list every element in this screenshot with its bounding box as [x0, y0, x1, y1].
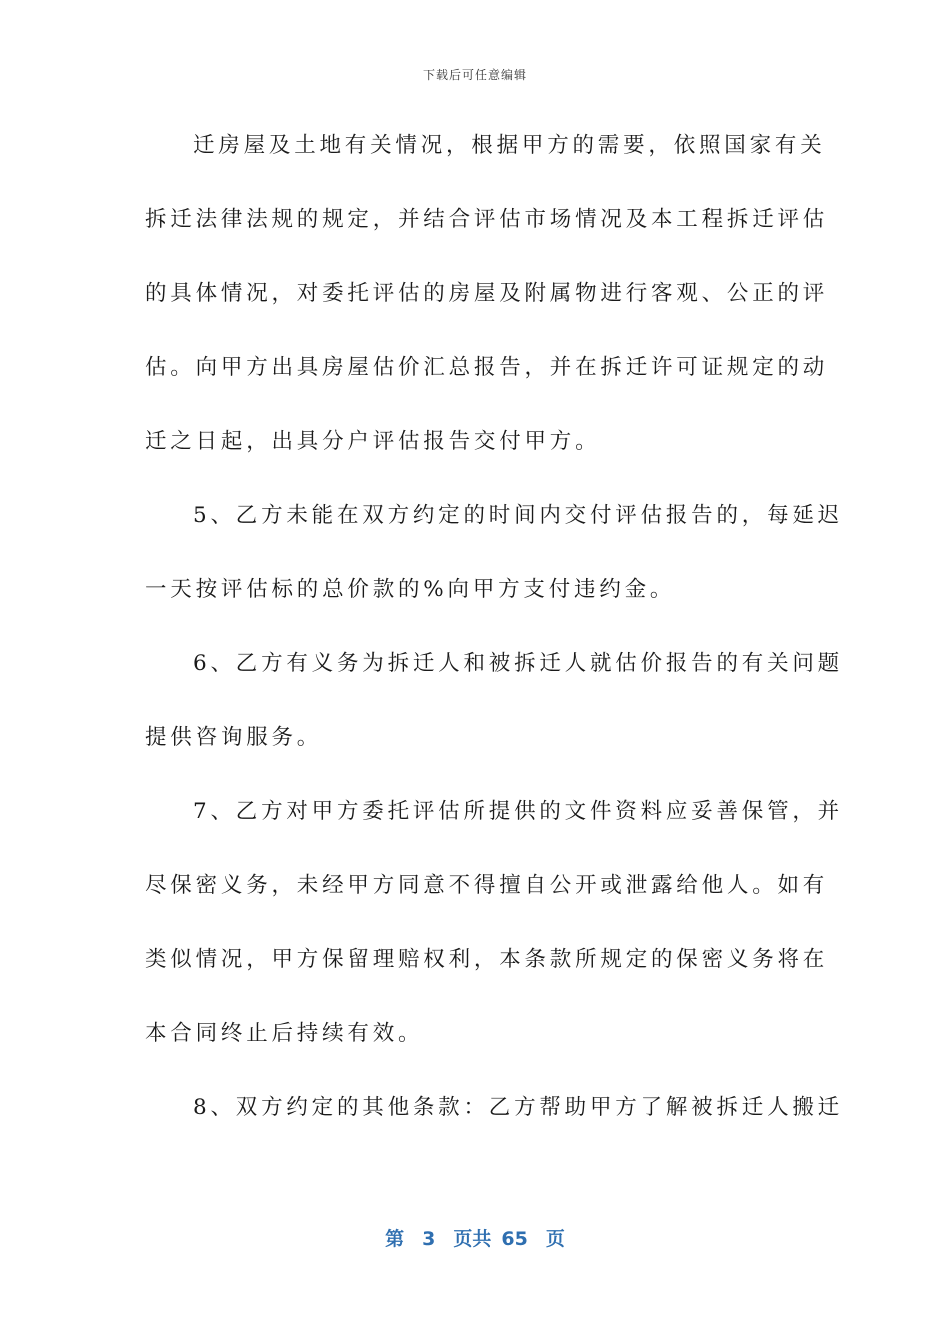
clause-7-start: 7、乙方对甲方委托评估所提供的文件资料应妥善保管，并 — [193, 799, 843, 824]
page-header: 下载后可任意编辑 — [422, 68, 527, 82]
footer-prefix: 第 — [385, 1228, 405, 1250]
page-footer — [0, 1224, 950, 1251]
text-line: 估。向甲方出具房屋估价汇总报告，并在拆迁许可证规定的动 — [145, 355, 829, 380]
text-line: 迁房屋及土地有关情况，根据甲方的需要，依照国家有关 — [193, 133, 826, 158]
clause-8-start: 8、双方约定的其他条款：乙方帮助甲方了解被拆迁人搬迁 — [193, 1095, 843, 1120]
text-line: 类似情况，甲方保留理赔权利，本条款所规定的保密义务将在 — [145, 947, 829, 972]
text-line: 拆迁法律法规的规定，并结合评估市场情况及本工程拆迁评估 — [145, 207, 829, 232]
footer-suffix: 页 — [545, 1228, 565, 1250]
clause-5-start: 5、乙方未能在双方约定的时间内交付评估报告的，每延迟 — [193, 503, 843, 528]
text-line: 提供咨询服务。 — [145, 725, 323, 750]
text-line: 尽保密义务，未经甲方同意不得擅自公开或泄露给他人。如有 — [145, 873, 829, 898]
text-line: 本合同终止后持续有效。 — [145, 1021, 424, 1046]
current-page-number: 3 — [422, 1228, 436, 1250]
text-line: 一天按评估标的总价款的%向甲方支付违约金。 — [145, 577, 676, 602]
text-line: 的具体情况，对委托评估的房屋及附属物进行客观、公正的评 — [145, 281, 829, 306]
total-pages-number: 65 — [501, 1228, 528, 1250]
text-line: 迁之日起，出具分户评估报告交付甲方。 — [145, 429, 601, 454]
clause-6-start: 6、乙方有义务为拆迁人和被拆迁人就估价报告的有关问题 — [193, 651, 843, 676]
footer-middle: 页共 — [453, 1228, 492, 1250]
